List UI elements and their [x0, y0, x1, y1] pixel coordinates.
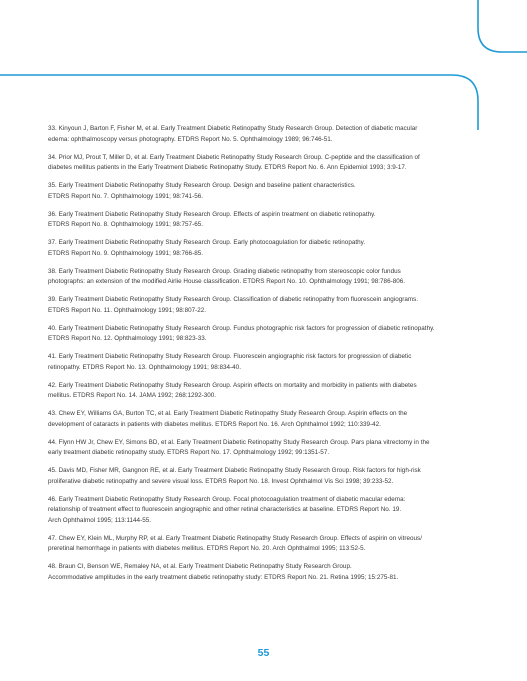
reference-line: 33. Kinyoun J, Barton F, Fisher M, et al. Early Treatment Diabetic Retinopathy Study Research Group. Detection of diabetic macular [48, 125, 418, 132]
reference-line: 47. Chew EY, Klein ML, Murphy RP, et al. Early Treatment Diabetic Retinopathy Study Research Group. Effects of aspirin on vitreous/ [48, 534, 422, 542]
reference-line: relationship of treatment effect to fluorescein angiographic and other retinal characteristics at baseline. ETDRS Report No. 19. [48, 506, 402, 513]
reference-list [48, 124, 488, 591]
reference-line: 48. Braun CI, Benson WE, Remaley NA, et al. Early Treatment Diabetic Retinopathy Study Research Group. [48, 563, 352, 570]
curve-vertical [478, 0, 527, 52]
reference-item [48, 124, 488, 145]
reference-line: edema: ophthalmoscopy versus photography. ETDRS Report No. 5. Ophthalmology 1989; 96:746-51. [48, 135, 333, 143]
reference-line: 39. Early Treatment Diabetic Retinopathy Study Research Group. Classification of diabetic retinopathy from fluorescein angiograms. [48, 296, 419, 303]
reference-item [48, 153, 488, 174]
reference-line: early treatment diabetic retinopathy study. ETDRS Report No. 17. Ophthalmology 1992; 99:1351-57. [48, 449, 330, 456]
reference-line: 46. Early Treatment Diabetic Retinopathy Study Research Group. Focal photocoagulation treatment of diabetic macular edema: [48, 495, 406, 503]
reference-item [48, 409, 488, 430]
reference-line: mellitus. ETDRS Report No. 14. JAMA 1992; 268:1292-300. [48, 392, 217, 399]
curve-horizontal [0, 75, 478, 130]
page-number: 55 [257, 647, 270, 659]
reference-item [48, 495, 488, 527]
reference-line: ETDRS Report No. 7. Ophthalmology 1991; 98:741-56. [48, 192, 204, 200]
reference-line: proliferative diabetic retinopathy and severe visual loss. ETDRS Report No. 18. Invest Ophthalmol Vis Sci 1998; 39:233-52. [48, 477, 394, 485]
reference-item [48, 438, 488, 459]
decorative-corner-curves [0, 0, 527, 130]
reference-line: Arch Ophthalmol 1995; 113:1144-55. [48, 516, 152, 524]
reference-line: 35. Early Treatment Diabetic Retinopathy Study Research Group. Design and baseline patient characteristics. [48, 182, 356, 189]
reference-line: 40. Early Treatment Diabetic Retinopathy Study Research Group. Fundus photographic risk factors for progression of diabetic retinopathy. [48, 324, 435, 332]
reference-item [48, 381, 488, 402]
reference-line: 37. Early Treatment Diabetic Retinopathy Study Research Group. Early photocoagulation for diabetic retinopathy. [48, 239, 366, 246]
reference-line: 42. Early Treatment Diabetic Retinopathy Study Research Group. Aspirin effects on mortality and morbidity in patients with diabetes [48, 381, 417, 389]
reference-line: ETDRS Report No. 8. Ophthalmology 1991; 98:757-65. [48, 221, 204, 228]
reference-item [48, 210, 488, 231]
reference-line: 44. Flynn HW Jr, Chew EY, Simons BD, et al. Early Treatment Diabetic Retinopathy Study Research Group. Pars plana vitrectomy in the [48, 438, 430, 446]
reference-line: diabetes mellitus patients in the Early Treatment Diabetic Retinopathy Study. ETDRS Report No. 6. Ann Epidemiol 1993; 3:9-17. [48, 164, 407, 171]
reference-item [48, 352, 488, 373]
reference-line: 34. Prior MJ, Prout T, Miller D, et al. Early Treatment Diabetic Retinopathy Study Research Group. C-peptide and the classification of [48, 153, 420, 161]
reference-line: ETDRS Report No. 9. Ophthalmology 1991; 98:766-85. [48, 249, 204, 257]
reference-line: development of cataracts in patients with diabetes mellitus. ETDRS Report No. 16. Arch Ophthalmol 1992; 110:339-42. [48, 420, 381, 428]
reference-line: ETDRS Report No. 12. Ophthalmology 1991; 98:823-33. [48, 335, 207, 342]
reference-line: 38. Early Treatment Diabetic Retinopathy Study Research Group. Grading diabetic retinopathy from stereoscopic color fundus [48, 267, 401, 275]
reference-line: ETDRS Report No. 11. Ophthalmology 1991; 98:807-22. [48, 306, 207, 314]
reference-item [48, 324, 488, 345]
reference-item [48, 181, 488, 202]
reference-item [48, 466, 488, 487]
reference-line: photographs: an extension of the modified Airlie House classification. ETDRS Report No. 10. Ophthalmology 1991; 98:786-806. [48, 278, 406, 285]
reference-item [48, 534, 488, 555]
reference-item [48, 267, 488, 288]
reference-line: 45. Davis MD, Fisher MR, Gangnon RE, et al. Early Treatment Diabetic Retinopathy Study Research Group. Risk factors for high-risk [48, 467, 421, 474]
reference-item [48, 238, 488, 259]
reference-line: Accommodative amplitudes in the early treatment diabetic retinopathy study: ETDRS Report No. 21. Retina 1995; 15:275-81. [48, 573, 399, 581]
reference-line: retinopathy. ETDRS Report No. 13. Ophthalmology 1991; 98:834-40. [48, 363, 241, 371]
reference-line: 36. Early Treatment Diabetic Retinopathy Study Research Group. Effects of aspirin treatment on diabetic retinopathy. [48, 210, 376, 218]
reference-item [48, 295, 488, 316]
reference-line: 41. Early Treatment Diabetic Retinopathy Study Research Group. Fluorescein angiographic risk factors for progression of diabetic [48, 353, 412, 360]
reference-line: preretinal hemorrhage in patients with diabetes mellitus. ETDRS Report No. 20. Arch Ophthalmol 1995; 113:52-5. [48, 545, 366, 552]
reference-item [48, 562, 488, 583]
reference-line: 43. Chew EY, Williams GA, Burton TC, et al. Early Treatment Diabetic Retinopathy Study Research Group. Aspirin effects on the [48, 410, 408, 417]
